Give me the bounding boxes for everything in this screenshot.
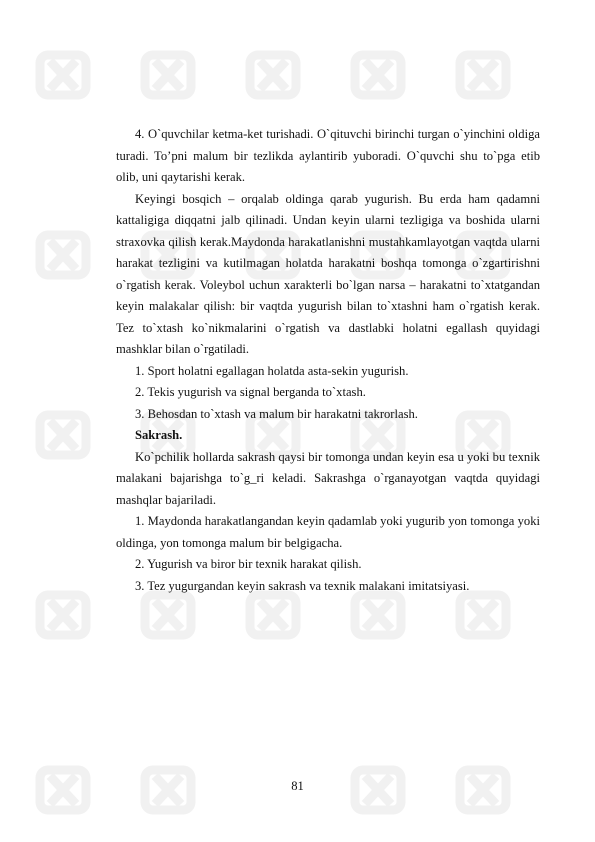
section-heading: Sakrash. (135, 428, 183, 442)
paragraph-exercise-4: 4. O`quvchilar ketma-ket turishadi. O`qituvchi birinchi turgan o`yinchini oldiga turadi. To’pni malum bir tezlikda aylantirib yuboradi. O`quvchi shu to`pga etib olib, uni qaytarishi kerak. (116, 127, 540, 184)
jump-list-item-1: 1. Maydonda harakatlangandan keyin qadamlab yoki yugurib yon tomonga yoki oldinga, yon tomonga malum bir belgigacha. (116, 514, 540, 550)
list-item-3: 3. Behosdan to`xtash va malum bir harakatni takrorlash. (135, 406, 418, 421)
list-item-2: 2. Tekis yugurish va signal berganda to`xtash. (135, 385, 366, 399)
list-item-1: 1. Sport holatni egallagan holatda asta-sekin yugurish. (135, 363, 409, 378)
paragraph-jumping: Ko`pchilik hollarda sakrash qaysi bir tomonga undan keyin esa u yoki bu texnik malakani bajarishga to`g_ri keladi. Sakrashga o`rganayotgan vaqtda quyidagi mashqlar bajariladi. (116, 449, 540, 507)
jump-list-item-3: 3. Tez yugurgandan keyin sakrash va texnik malakani imitatsiyasi. (135, 578, 470, 593)
jump-list-item-2: 2. Yugurish va biror bir texnik harakat qilish. (135, 557, 362, 571)
page-body (116, 124, 540, 597)
page-number: 81 (291, 779, 304, 793)
paragraph-next-stage: Keyingi bosqich – orqalab oldinga qarab yugurish. Bu erda ham qadamni kattaligiga diqqatni jalb qilinadi. Undan keyin ularni tezligiga va boshida ularni straxovka qilish kerak.Maydonda harakatlanishni mustahkamlayotgan vaqtda ularni harakat tezligini va kutilmagan holatda harakatni boshqa tomonga o`zgartirishni o`rgatish kerak. Voleybol uchun xarakterli bo`lgan narsa – harakatni to`xtatgandan keyin malakalar qilish: bir vaqtda yugurish bilan to`xtashni ham o`rgatish kerak. Tez to`xtash ko`nikmalarini o`rgatish va dastlabki holatni egallash quyidagi mashklar bilan o`rgatiladi. (116, 191, 540, 356)
